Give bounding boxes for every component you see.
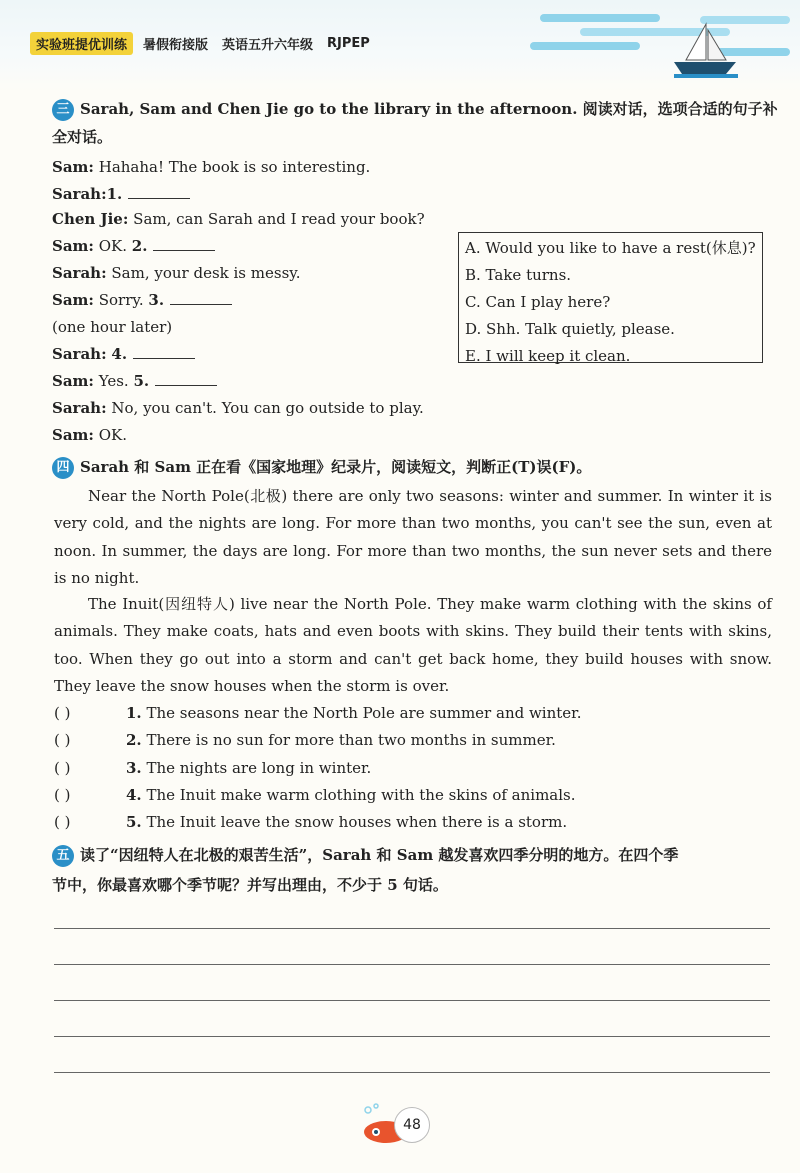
dialogue-line <box>52 183 190 205</box>
answer-blank[interactable] <box>155 371 217 386</box>
version-label: RJPEP <box>327 35 370 51</box>
dialogue-text: (one hour later) <box>52 318 173 336</box>
passage-paragraph-2: The Inuit(因纽特人) live near the North Pole. They make warm clothing with the skins of animals. They make coats, hats and even boots with skins. They build their tents with skins, too. When they go out into a storm and can't get back home, they build houses with snow. They leave the snow houses when the storm is over. <box>54 595 772 695</box>
dialogue-text: Sam, can Sarah and I read your book? <box>128 210 425 228</box>
question-number: 2. <box>126 731 142 749</box>
page-number: 48 <box>394 1107 430 1143</box>
question-text: The Inuit leave the snow houses when there is a storm. <box>141 813 568 831</box>
speaker-name: Sam: <box>52 237 94 255</box>
dialogue-line <box>52 316 172 338</box>
answer-parenthesis[interactable]: ( ) <box>54 813 71 831</box>
option-d: D. Shh. Talk quietly, please. <box>465 320 675 338</box>
dialogue-line <box>52 289 232 311</box>
edition-label: 暑假衔接版 <box>143 37 209 53</box>
answer-parenthesis[interactable]: ( ) <box>54 731 71 749</box>
dialogue-text: No, you can't. You can go outside to play. <box>106 399 424 417</box>
writing-line[interactable] <box>54 1000 770 1001</box>
option-a: A. Would you like to have a rest(休息)? <box>465 239 756 257</box>
page-header <box>0 0 800 92</box>
speaker-name: Sarah: <box>52 345 107 363</box>
answer-blank[interactable] <box>170 290 232 305</box>
subject-label: 英语五升六年级 <box>222 37 314 53</box>
dialogue-text: OK. <box>93 237 132 255</box>
dialogue-line <box>52 343 195 365</box>
answer-blank[interactable] <box>128 184 190 199</box>
section5-title-line1: 读了“因纽特人在北极的艰苦生活”，Sarah 和 Sam 越发喜欢四季分明的地方。在四个季 <box>80 846 679 864</box>
section3-title <box>52 96 778 122</box>
blank-number: 1. <box>106 185 123 203</box>
question-number: 3. <box>126 759 142 777</box>
dialogue-text: Yes. <box>93 372 134 390</box>
section5-title <box>52 842 678 868</box>
section5-badge: 五 <box>52 845 74 867</box>
writing-line[interactable] <box>54 1036 770 1037</box>
section5-title-line2: 节中，你最喜欢哪个季节呢？并写出理由，不少于 5 句话。 <box>52 876 448 894</box>
option-b: B. Take turns. <box>465 266 572 284</box>
section4-badge: 四 <box>52 457 74 479</box>
dialogue-text: Sam, your desk is messy. <box>106 264 301 282</box>
answer-blank[interactable] <box>133 344 195 359</box>
tf-question <box>54 811 567 833</box>
tf-question <box>54 757 371 779</box>
speaker-name: Sarah: <box>52 185 107 203</box>
sailboat-icon <box>670 22 740 82</box>
speaker-name: Sam: <box>52 372 94 390</box>
answer-blank[interactable] <box>153 236 215 251</box>
question-number: 4. <box>126 786 142 804</box>
dialogue-line <box>52 424 127 446</box>
tf-question <box>54 702 581 724</box>
dialogue-line <box>52 156 370 178</box>
dialogue-line <box>52 370 217 392</box>
series-label: 实验班提优训练 <box>30 32 133 55</box>
answer-parenthesis[interactable]: ( ) <box>54 786 71 804</box>
question-text: There is no sun for more than two months in summer. <box>141 731 556 749</box>
dialogue-text: OK. <box>93 426 128 444</box>
answer-parenthesis[interactable]: ( ) <box>54 759 71 777</box>
options-box <box>458 232 763 363</box>
tf-question <box>54 784 576 806</box>
option-e: E. I will keep it clean. <box>465 347 631 365</box>
speaker-name: Chen Jie: <box>52 210 129 228</box>
answer-parenthesis[interactable]: ( ) <box>54 704 71 722</box>
question-text: The seasons near the North Pole are summer and winter. <box>141 704 582 722</box>
dialogue-line <box>52 235 215 257</box>
section3-title-line1: Sarah, Sam and Chen Jie go to the library in the afternoon. 阅读对话，选项合适的句子补 <box>80 100 778 118</box>
section3-badge: 三 <box>52 99 74 121</box>
section3-title-line2: 全对话。 <box>52 128 113 146</box>
blank-number: 3. <box>148 291 165 309</box>
blank-number: 4. <box>111 345 128 363</box>
speaker-name: Sam: <box>52 426 94 444</box>
question-text: The Inuit make warm clothing with the skins of animals. <box>141 786 576 804</box>
section4-title <box>52 454 591 480</box>
question-number: 5. <box>126 813 142 831</box>
header-bar <box>30 30 370 56</box>
writing-line[interactable] <box>54 964 770 965</box>
passage-paragraph-1: Near the North Pole(北极) there are only two seasons: winter and summer. In winter it is very cold, and the nights are long. For more than two months, you can't see the sun, even at noon. In summer, the days are long. For more than two months, the sun never sets and there is no night. <box>54 487 772 587</box>
dialogue-line <box>52 262 301 284</box>
dialogue-line <box>52 208 425 230</box>
dialogue-text: Sorry. <box>93 291 149 309</box>
speaker-name: Sam: <box>52 158 94 176</box>
section4-title-text: Sarah 和 Sam 正在看《国家地理》纪录片，阅读短文，判断正(T)误(F)。 <box>80 458 592 476</box>
question-text: The nights are long in winter. <box>141 759 372 777</box>
blank-number: 5. <box>133 372 150 390</box>
dialogue-text: Hahaha! The book is so interesting. <box>93 158 371 176</box>
blank-number: 2. <box>131 237 148 255</box>
tf-question <box>54 729 556 751</box>
speaker-name: Sarah: <box>52 399 107 417</box>
dialogue-line <box>52 397 424 419</box>
writing-line[interactable] <box>54 1072 770 1073</box>
speaker-name: Sarah: <box>52 264 107 282</box>
speaker-name: Sam: <box>52 291 94 309</box>
question-number: 1. <box>126 704 142 722</box>
option-c: C. Can I play here? <box>465 293 611 311</box>
writing-line[interactable] <box>54 928 770 929</box>
cloud-decoration-icon <box>520 8 800 78</box>
